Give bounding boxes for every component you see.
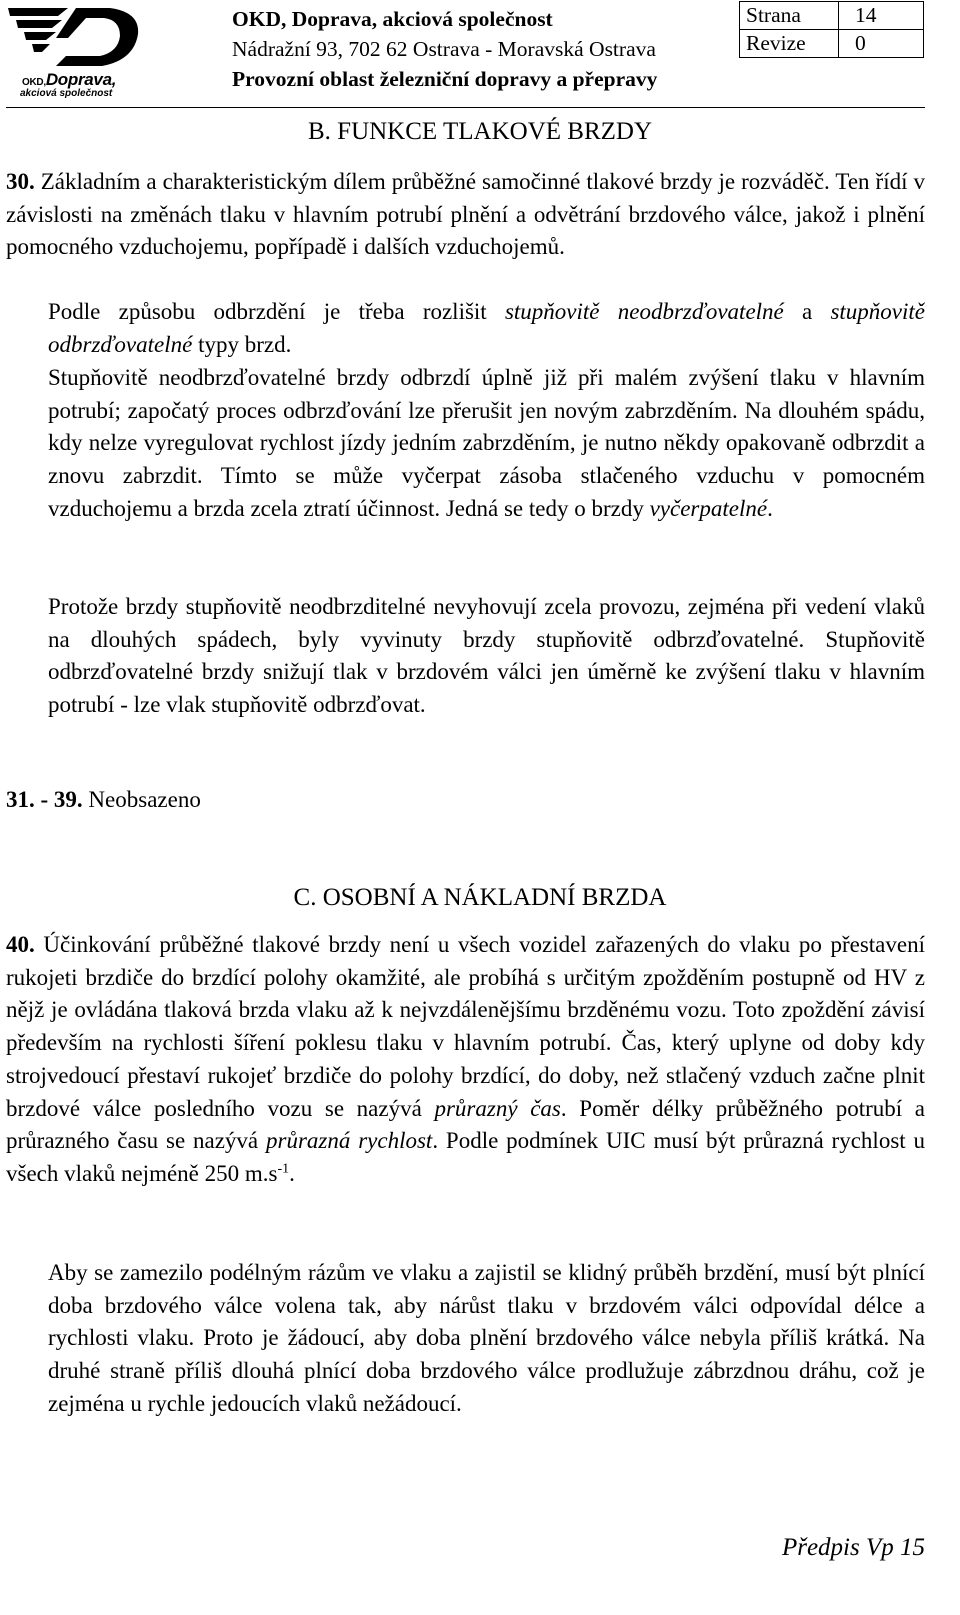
company-name: OKD, Doprava, akciová společnost xyxy=(232,7,553,31)
text-run: . Podle podmínek UIC musí být průrazná rychlost u všech vlaků nejméně 250 m.s xyxy=(6,1128,926,1186)
footer-document-code: Předpis Vp 15 xyxy=(781,1534,925,1561)
text-run: Stupňovitě neodbrzďovatelné brzdy odbrzdí úplně již při malém zvýšení tlaku v hlavním potrubí; započatý proces odbrzďování lze přerušit jen novým zabrzděním. Na dlouhém spádu, kdy nelze vyregulovat rychlost jízdy jedním zabrzděním, je nutno někdy opakovaně odbrzdit a znovu zabrzdit. Tímto se může vyčerpat zásoba stlačeného vzduchu v pomocném vzduchojemu a brzda zcela ztratí účinnost. Jedná se tedy o brzdy xyxy=(48,365,925,521)
paragraph-40-filling-time: Aby se zamezilo podélným rázům ve vlaku a zajistil se klidný průběh brzdění, musí být plnící doba brzdového válce volena tak, aby nárůst tlaku v brzdovém válci odpovídal délce a rychlosti vlaku. Proto je žádoucí, aby doba plnění brzdového válce nebyla příliš krátká. Na druhé straně příliš dlouhá plnící doba brzdového válce prodlužuje zábrzdnou dráhu, což je zejména u rychle jedoucích vlaků nežádoucí. xyxy=(48,1260,925,1416)
header-divider xyxy=(6,107,925,108)
company-address: Nádražní 93, 702 62 Ostrava - Moravská Ostrava xyxy=(232,37,656,61)
logo-d-emblem-icon xyxy=(6,4,146,74)
emphasis-term: průrazný čas xyxy=(434,1095,561,1121)
text-run: a xyxy=(783,299,831,324)
emphasis-term: stupňovitě odbrzďovatelné xyxy=(48,299,925,357)
logo-subtitle: akciová společnost xyxy=(20,88,113,99)
emphasis-term: vyčerpatelné xyxy=(649,495,768,521)
paragraph-30 xyxy=(6,166,925,264)
logo-okd-text: OKD, xyxy=(22,77,46,88)
paragraph-30-release-types xyxy=(48,296,925,361)
strana-value: 14 xyxy=(839,2,924,30)
page-header xyxy=(0,0,960,110)
revision-row xyxy=(740,30,924,58)
revision-table xyxy=(739,1,924,58)
text-run: Podle způsobu odbrzdění je třeba rozlišit xyxy=(48,299,505,324)
section-c-heading: C. OSOBNÍ A NÁKLADNÍ BRZDA xyxy=(293,884,667,911)
emphasis-term: průrazná rychlost xyxy=(266,1128,433,1154)
revize-value: 0 xyxy=(839,30,924,58)
paragraph-number: 30. xyxy=(6,169,35,194)
logo-doprava-text: Doprava, xyxy=(45,70,117,89)
paragraph-number: 40. xyxy=(6,932,35,957)
company-info xyxy=(232,4,657,94)
strana-label: Strana xyxy=(740,2,839,30)
paragraph-text: Neobsazeno xyxy=(82,787,201,812)
section-b-heading: B. FUNKCE TLAKOVÉ BRZDY xyxy=(308,118,652,145)
text-run: Účinkování průběžné tlakové brzdy není u všech vozidel zařazených do vlaku po přestavení rukojeti brzdiče do brzdící polohy okamžité, ale probíhá s určitým zpožděním postupně od HV z nějž je ovládána tlaková brzda vlaku až k nejvzdálenějšímu brzděnému vozu. Toto zpoždění závisí především na rychlosti šíření poklesu tlaku v hlavním potrubí. Čas, který uplyne od doby kdy strojvedoucí přestaví rukojeť brzdiče do polohy brzdící, do doby, než stlačený vzduch začne plnit brzdové válce posledního vozu se nazývá xyxy=(6,932,925,1121)
page-number-row xyxy=(740,2,924,30)
paragraph-40 xyxy=(6,929,925,1191)
paragraph-number: 31. - 39. xyxy=(6,787,83,812)
text-run: . xyxy=(289,1160,295,1186)
emphasis-term: stupňovitě neodbrzďovatelné xyxy=(504,299,784,324)
revize-label: Revize xyxy=(740,30,839,58)
text-run: . Poměr délky průběžného potrubí a průrazného času se nazývá xyxy=(6,1095,925,1154)
company-department: Provozní oblast železniční dopravy a přepravy xyxy=(232,67,658,91)
paragraph-30-exhaustible xyxy=(48,362,925,526)
paragraph-text: Základním a charakteristickým dílem průběžné samočinné tlakové brzdy je rozváděč. Ten řídí v závislosti na změnách tlaku v hlavním potrubí plnění a odvětrání brzdového válce, jakož i plnění pomocného vzduchojemu, popřípadě i dalších vzduchojemů. xyxy=(6,169,925,260)
text-run: typy brzd. xyxy=(192,331,292,357)
paragraph-31-39 xyxy=(6,784,201,817)
paragraph-30-graduated: Protože brzdy stupňovitě neodbrzditelné nevyhovují zcela provozu, zejména při vedení vlaků na dlouhých spádech, byly vyvinuty brzdy stupňovitě odbrzďovatelné. Stupňovitě odbrzďovatelné brzdy snižují tlak v brzdovém válci jen úměrně ke zvýšení tlaku v hlavním potrubí - lze vlak stupňovitě odbrzďovat. xyxy=(48,594,925,718)
superscript: -1 xyxy=(277,1161,290,1177)
text-run: . xyxy=(767,495,773,521)
company-logo xyxy=(6,4,146,98)
